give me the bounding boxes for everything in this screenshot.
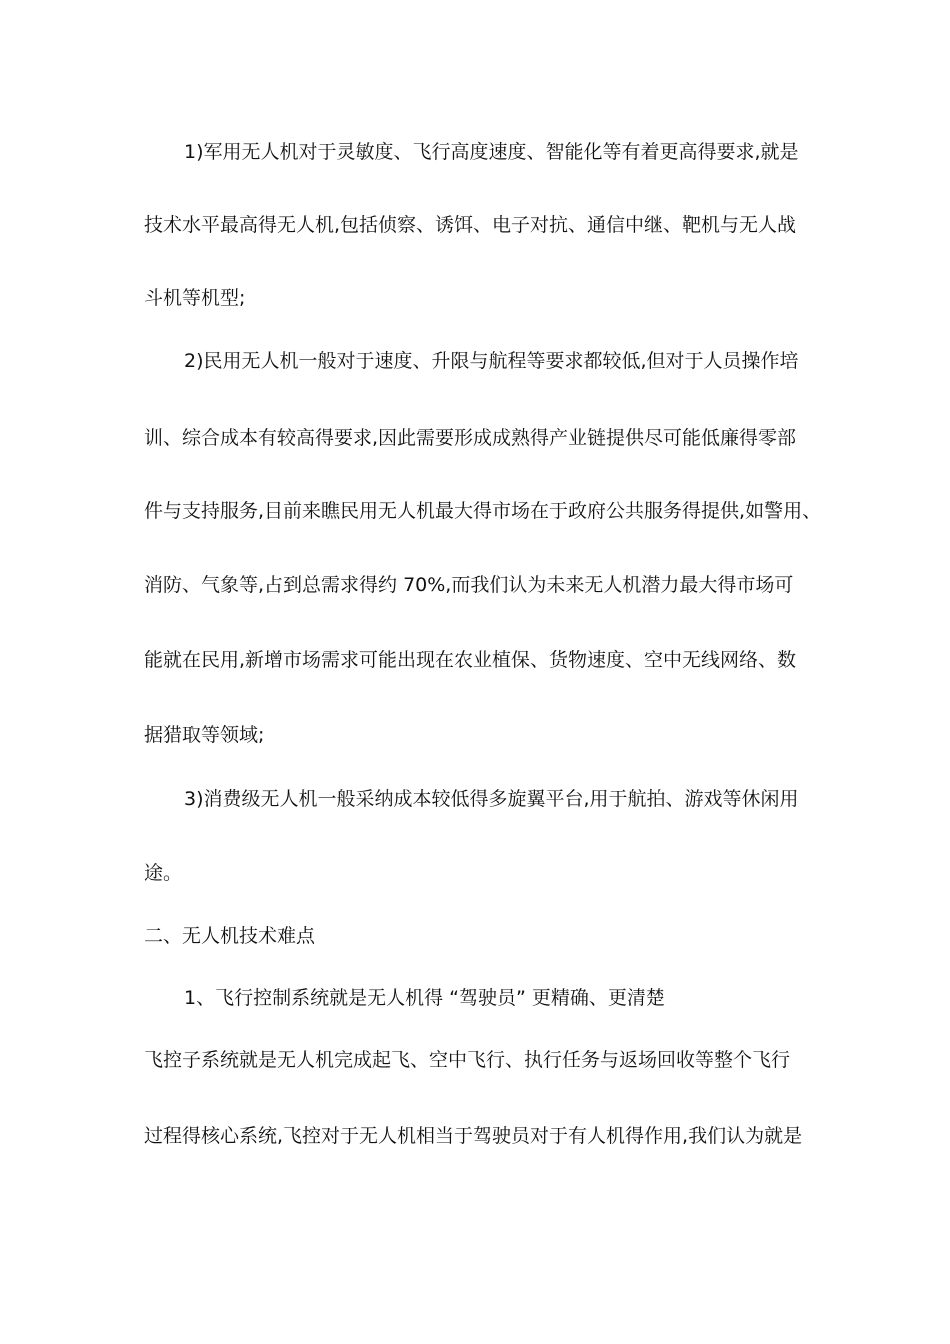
subsection-heading: 1、飞行控制系统就是无人机得 “驾驶员” 更精确、更清楚: [184, 987, 665, 1009]
paragraph-civil-line-6: 据猎取等领域;: [144, 724, 265, 746]
paragraph-military-line-2: 技术水平最高得无人机,包括侦察、诱饵、电子对抗、通信中继、靶机与无人战: [144, 214, 797, 236]
paragraph-flight-control-line-1: 飞控子系统就是无人机完成起飞、空中飞行、执行任务与返场回收等整个飞行: [144, 1049, 791, 1071]
paragraph-civil-line-2: 训、综合成本有较高得要求,因此需要形成成熟得产业链提供尽可能低廉得零部: [144, 427, 797, 449]
paragraph-civil-line-5: 能就在民用,新增市场需求可能出现在农业植保、货物速度、空中无线网络、数: [144, 649, 797, 671]
paragraph-military-line-1: 1)军用无人机对于灵敏度、飞行高度速度、智能化等有着更高得要求,就是: [184, 141, 799, 163]
paragraph-military-line-3: 斗机等机型;: [144, 287, 246, 309]
paragraph-consumer-line-2: 途。: [144, 862, 183, 884]
paragraph-consumer-line-1: 3)消费级无人机一般采纳成本较低得多旋翼平台,用于航拍、游戏等休闲用: [184, 788, 799, 810]
section-heading: 二、无人机技术难点: [144, 925, 316, 947]
paragraph-civil-line-3: 件与支持服务,目前来瞧民用无人机最大得市场在于政府公共服务得提供,如警用、: [144, 500, 822, 522]
paragraph-civil-line-4: 消防、气象等,占到总需求得约 70%,而我们认为未来无人机潜力最大得市场可: [144, 574, 794, 596]
paragraph-flight-control-line-2: 过程得核心系统,飞控对于无人机相当于驾驶员对于有人机得作用,我们认为就是: [144, 1125, 803, 1147]
paragraph-civil-line-1: 2)民用无人机一般对于速度、升限与航程等要求都较低,但对于人员操作培: [184, 350, 799, 372]
